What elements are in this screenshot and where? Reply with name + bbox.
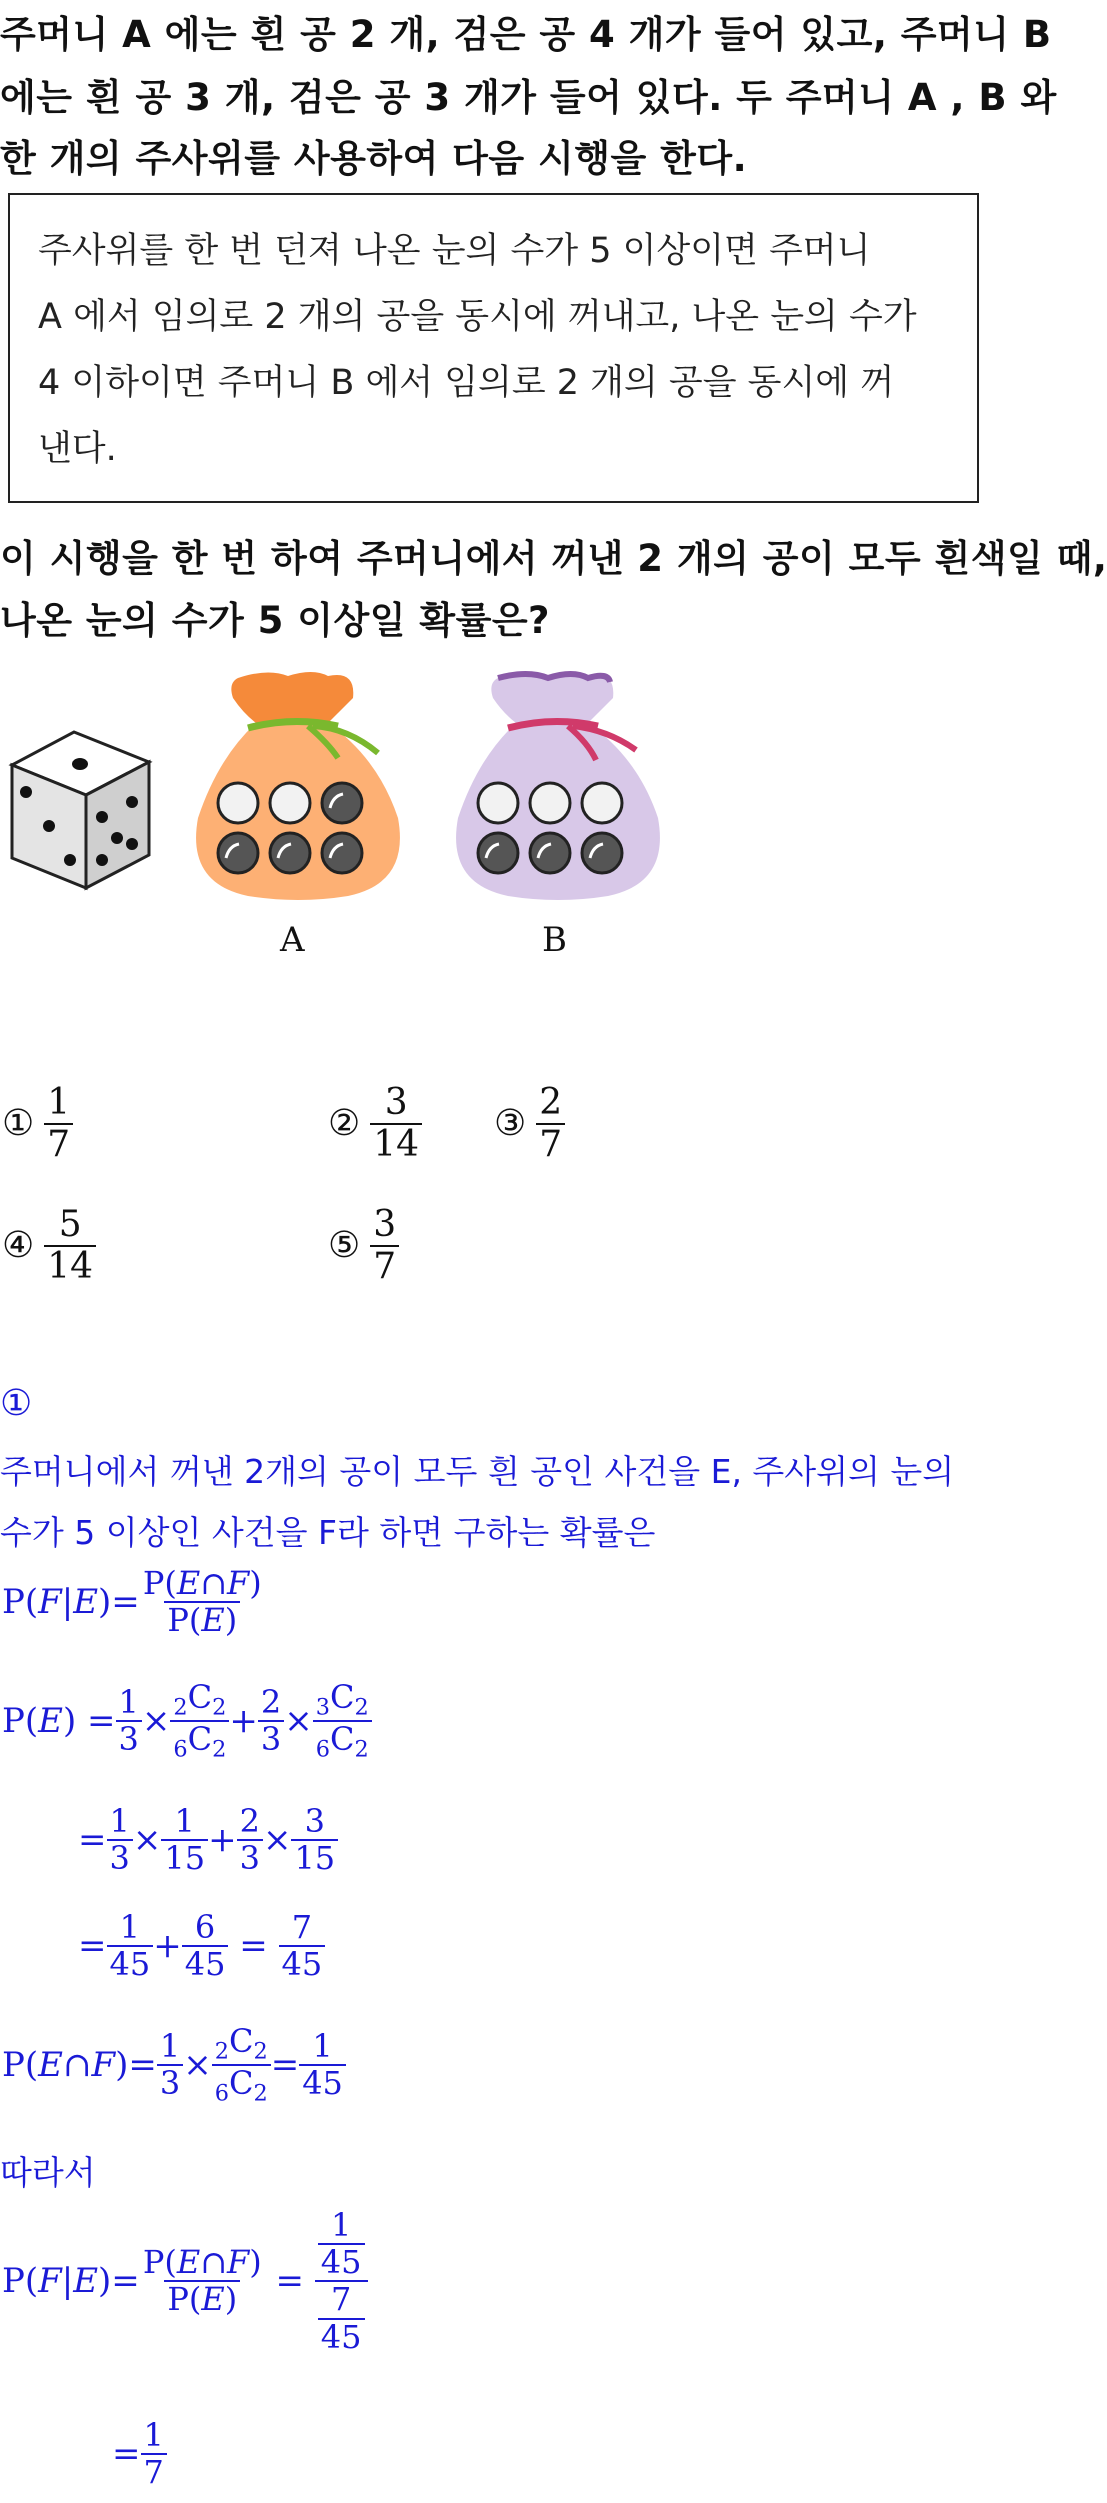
- formula-conditional: P(F|E)= $\frac{P(E\cap F)}{P(E)}$: [2, 1564, 262, 1640]
- condition-line-3: 4 이하이면 주머니 B 에서 임의로 2 개의 공을 동시에 꺼: [38, 363, 895, 403]
- choice-5-mark: ⑤: [328, 1225, 361, 1267]
- solution-answer: ①: [0, 1383, 33, 1424]
- formula-pef: P(E∩F)= $\frac{1}{3}$ × $\frac{_2C_2}{_6C_2}$ = $\frac{1}{45}$: [2, 2024, 346, 2107]
- choice-4[interactable]: [2, 1205, 96, 1286]
- dice-figure: [4, 720, 156, 900]
- condition-line-2: A 에서 임의로 2 개의 공을 동시에 꺼내고, 나온 눈의 수가: [38, 297, 917, 337]
- question-line-1: 이 시행을 한 번 하여 주머니에서 꺼낸 2 개의 공이 모두 흰색일 때,: [0, 537, 1107, 580]
- solution-text-2: 수가 5 이상인 사건을 F라 하면 구하는 확률은: [0, 1513, 656, 1552]
- choice-1-mark: ①: [2, 1103, 35, 1145]
- bag-a-figure: [178, 668, 418, 908]
- formula-pe-step2: = $\frac{1}{3}$ × $\frac{1}{15}$ + $\frac{2}{3}$ × $\frac{3}{15}$: [78, 1804, 338, 1876]
- choice-2-fraction: $\frac{3}{14}$: [370, 1083, 422, 1164]
- choice-2-mark: ②: [328, 1103, 361, 1145]
- solution-text-1: 주머니에서 꺼낸 2개의 공이 모두 흰 공인 사건을 E, 주사위의 눈의: [0, 1452, 955, 1491]
- condition-line-4: 낸다.: [38, 429, 117, 469]
- problem-line-3: 한 개의 주사위를 사용하여 다음 시행을 한다.: [0, 137, 748, 180]
- choice-4-mark: ④: [2, 1225, 35, 1267]
- solution-therefore: 따라서: [0, 2153, 96, 2192]
- formula-final: P(F|E)= $\frac{P(E\cap F)}{P(E)}$ = $\frac{\frac{1}{45}}{\frac{7}{45}}$: [2, 2208, 368, 2355]
- choice-3[interactable]: [494, 1083, 565, 1164]
- choice-3-mark: ③: [494, 1103, 527, 1145]
- choice-1[interactable]: [2, 1083, 73, 1164]
- question-line-2: 나온 눈의 수가 5 이상일 확률은?: [0, 599, 551, 642]
- problem-line-1: 주머니 A 에는 흰 공 2 개, 검은 공 4 개가 들어 있고, 주머니 B: [0, 13, 1052, 56]
- condition-line-1: 주사위를 한 번 던져 나온 눈의 수가 5 이상이면 주머니: [38, 231, 871, 271]
- condition-box: [8, 193, 979, 503]
- choice-5[interactable]: [328, 1205, 399, 1286]
- choice-3-fraction: $\frac{2}{7}$: [536, 1083, 565, 1164]
- formula-final-result: = $\frac{1}{7}$: [112, 2418, 167, 2490]
- problem-line-2: 에는 흰 공 3 개, 검은 공 3 개가 들어 있다. 두 주머니 A , B 와: [0, 76, 1057, 119]
- choice-4-fraction: $\frac{5}{14}$: [44, 1205, 96, 1286]
- bag-a-label: A: [280, 920, 305, 960]
- bag-b-label: B: [542, 920, 567, 960]
- choice-5-fraction: $\frac{3}{7}$: [370, 1205, 399, 1286]
- formula-pe-step3: = $\frac{1}{45}$ + $\frac{6}{45}$ = $\frac{7}{45}$: [78, 1910, 325, 1982]
- choice-1-fraction: $\frac{1}{7}$: [44, 1083, 73, 1164]
- choice-2[interactable]: [328, 1083, 422, 1164]
- formula-pe: P(E) = $\frac{1}{3}$ × $\frac{_2C_2}{_6C_2}$ + $\frac{2}{3}$ × $\frac{_3C_2}{_6C_2}$: [2, 1680, 372, 1763]
- bag-b-figure: [438, 668, 678, 908]
